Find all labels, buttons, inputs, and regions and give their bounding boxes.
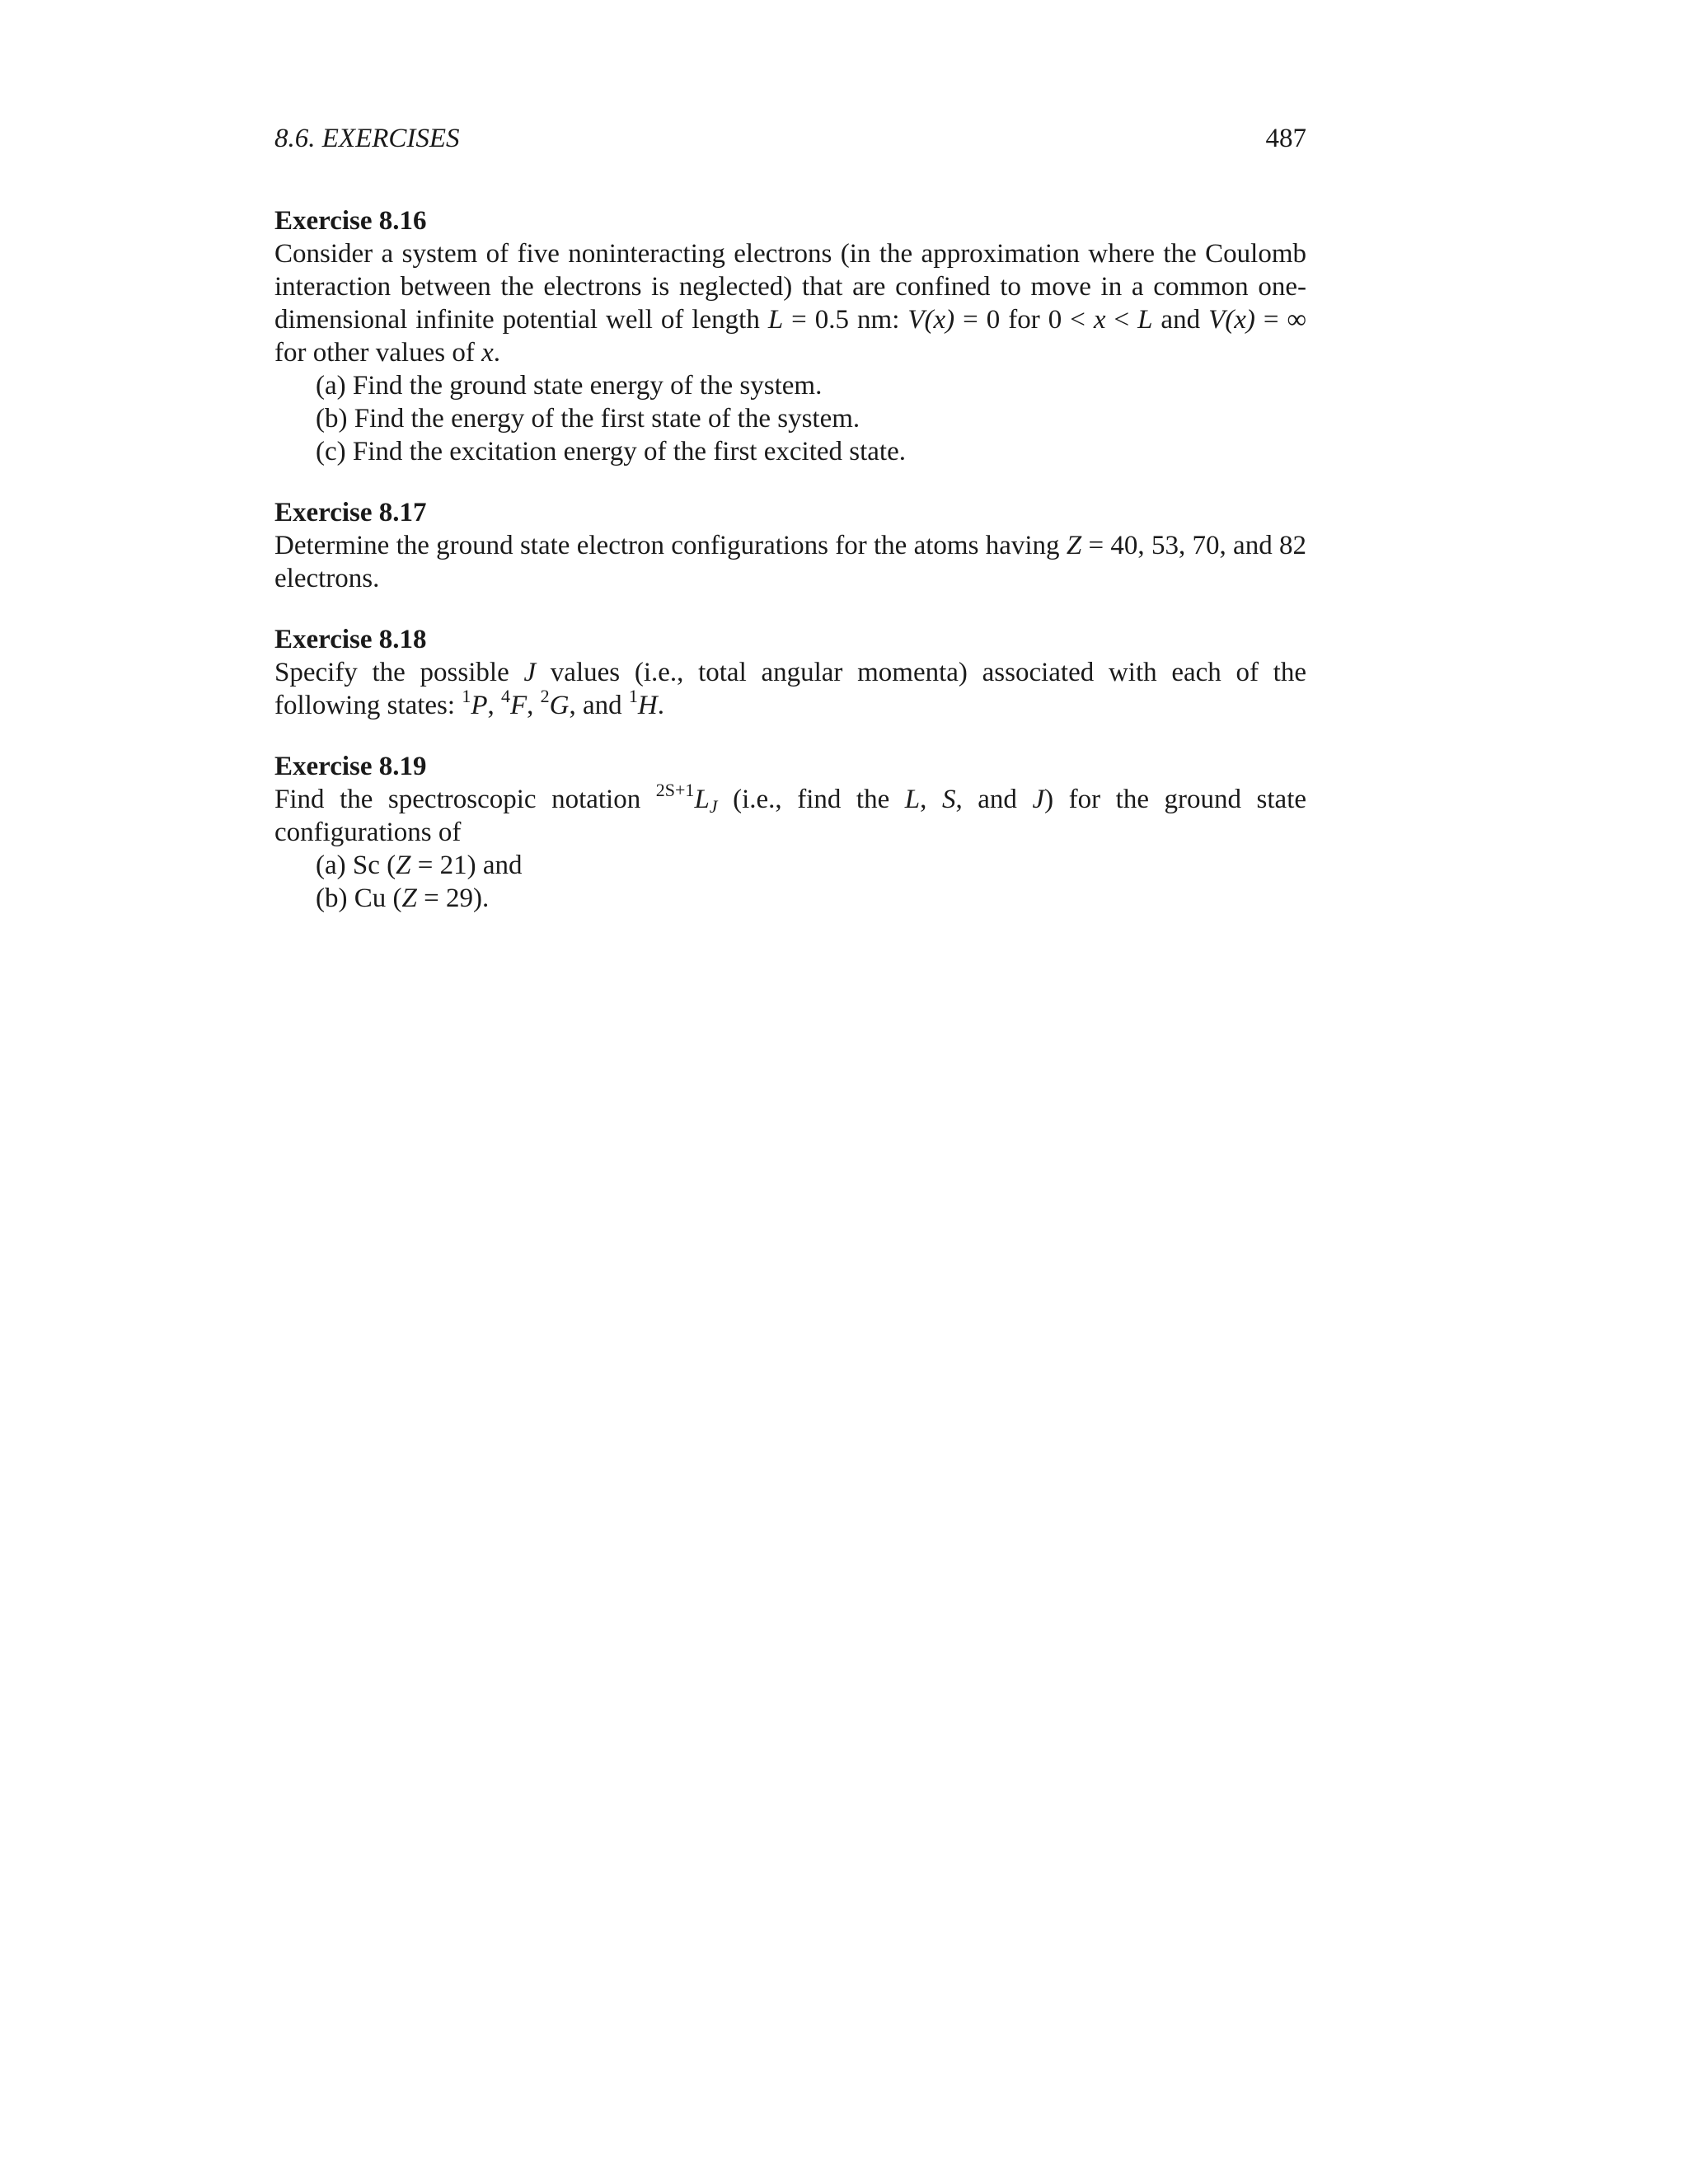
term-letter: G [549, 691, 570, 720]
text-segment: . [493, 338, 500, 368]
text-segment: (i.e., find the [717, 785, 905, 814]
exercise-text [274, 237, 1306, 369]
term-multiplicity: 2 [540, 686, 550, 706]
exercise-8-19 [274, 750, 1306, 915]
exercise-title: Exercise 8.17 [274, 498, 427, 527]
text-segment: , and [569, 691, 629, 720]
exercise-text [274, 656, 1306, 722]
exercise-title: Exercise 8.16 [274, 206, 427, 236]
math-symbol: V(x) [1208, 305, 1255, 335]
math-symbol: V(x) [907, 305, 955, 335]
term-letter: H [637, 691, 658, 720]
math-symbol: Z [1066, 531, 1082, 560]
exercise-title: Exercise 8.19 [274, 752, 427, 781]
text-segment: = 29). [416, 883, 490, 913]
text-segment: . [657, 691, 664, 720]
math-symbol: Z [401, 883, 417, 913]
exercise-title: Exercise 8.18 [274, 625, 427, 654]
exercise-text [274, 780, 1307, 849]
math-symbol: x [1093, 305, 1106, 335]
text-segment: = ∞ for other values of [274, 305, 1306, 368]
term-multiplicity: 1 [628, 686, 638, 706]
math-symbol: J [523, 658, 537, 687]
exercise-item: (b) Find the energy of the first state of the system. [316, 404, 860, 434]
page [274, 124, 1306, 915]
math-symbol: S [941, 785, 956, 814]
term-multiplicity: 4 [500, 686, 510, 706]
text-segment: and [1152, 305, 1209, 335]
math-symbol: x [481, 338, 494, 368]
page-number: 487 [1265, 124, 1306, 153]
text-segment: Find the spectroscopic notation [274, 785, 656, 814]
math-symbol: Z [396, 851, 411, 880]
text-segment: < [1105, 305, 1138, 335]
math-symbol: L [694, 785, 710, 814]
math-symbol: L [904, 785, 921, 814]
term-multiplicity: 1 [462, 686, 471, 706]
text-segment: values (i.e., total angular momenta) associated with each of the following states: [274, 658, 1306, 720]
text-segment: (a) Sc ( [316, 851, 396, 880]
text-segment: Determine the ground state electron configurations for the atoms having [274, 531, 1067, 560]
text-segment: = 0 for 0 < [954, 305, 1094, 335]
exercise-item: (a) Find the ground state energy of the system. [316, 371, 823, 401]
text-segment: , [487, 691, 501, 720]
term-letter: F [509, 691, 528, 720]
text-segment: Consider a system of five noninteracting electrons (in the approximation where the Coulomb interaction between the electrons is neglected) that are confined to move in a common one-dimensional infinite potential well of length [274, 239, 1306, 335]
text-segment: Specify the possible [274, 658, 524, 687]
exercise-8-17 [274, 496, 1306, 595]
math-symbol: L [1137, 305, 1153, 335]
notation-subscript: J [709, 796, 718, 817]
text-segment: ) for the ground state configurations of [274, 785, 1307, 847]
text-segment: = 40, 53, 70, and 82 electrons. [274, 531, 1306, 593]
exercise-item [274, 849, 1306, 882]
exercise-item: (c) Find the excitation energy of the first excited state. [316, 437, 906, 466]
term-letter: P [471, 691, 488, 720]
exercise-item [274, 882, 1306, 915]
text-segment: , [920, 785, 942, 814]
text-segment: = 0.5 nm: [783, 305, 908, 335]
exercise-text [274, 529, 1306, 595]
text-segment: (b) Cu ( [316, 883, 402, 913]
text-segment: = 21) and [410, 851, 523, 880]
exercise-8-16 [274, 204, 1306, 468]
text-segment: , and [955, 785, 1033, 814]
notation-superscript: 2S+1 [655, 780, 695, 800]
running-title: 8.6. EXERCISES [274, 124, 460, 153]
text-segment: , [527, 691, 541, 720]
running-head [274, 124, 1306, 165]
math-symbol: L [767, 305, 784, 335]
exercise-8-18 [274, 623, 1306, 722]
math-symbol: J [1032, 785, 1045, 814]
